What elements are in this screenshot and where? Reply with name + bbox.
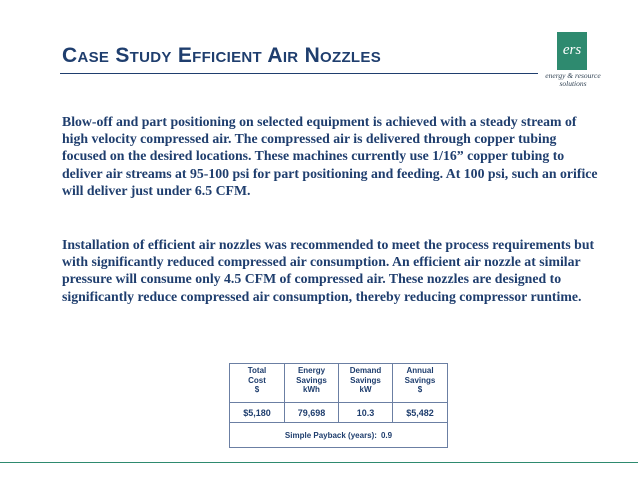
header-text: Annual <box>406 366 434 375</box>
payback-value: 0.9 <box>380 431 393 440</box>
header-text: Energy <box>297 366 326 375</box>
header-total-cost <box>230 364 284 402</box>
simple-payback-row <box>230 422 447 448</box>
header-text: Demand <box>349 366 382 375</box>
header-text: Cost <box>248 375 266 385</box>
header-annual-savings <box>392 364 447 402</box>
paragraph-background: Blow-off and part positioning on selected equipment is achieved with a steady stream of high velocity compressed air. The compressed air is delivered through copper tubing focused on the desired locations. These machines currently use 1/16” copper tubing to deliver air streams at 95-100 psi for part positioning and feeding. At 100 psi, such an orifice will deliver just under 6.5 CFM. <box>62 114 598 198</box>
logo-line-1: energy & resource <box>545 71 601 80</box>
table-value-row <box>230 402 447 423</box>
header-demand-savings <box>338 364 392 402</box>
logo-line-2: solutions <box>559 79 587 88</box>
value-total-cost: $5,180 <box>243 408 271 418</box>
header-text: Savings <box>350 375 381 385</box>
paragraph-recommendation: Installation of efficient air nozzles was recommended to meet the process requirements but with significantly reduced compressed air consumption. An efficient air nozzle at similar pressure will consume only 4.5 CFM of compressed air. These nozzles are designed to significantly reduce compressed air consumption, thereby reducing compressor runtime. <box>62 237 595 304</box>
header-text: Savings <box>296 375 327 385</box>
logo-mark: ers <box>557 32 587 70</box>
results-table <box>229 363 448 448</box>
table-header-row <box>230 364 447 402</box>
header-unit: $ <box>417 385 423 394</box>
value-demand-savings: 10.3 <box>338 403 392 423</box>
logo-tagline <box>541 72 605 88</box>
title-underline <box>60 73 538 74</box>
payback-label: Simple Payback (years): <box>284 431 377 440</box>
header-energy-savings <box>284 364 338 402</box>
footer-divider <box>0 462 638 463</box>
header-unit: kW <box>359 385 372 394</box>
slide-title: Case Study Efficient Air Nozzles <box>62 44 382 67</box>
header-unit: kWh <box>303 385 320 394</box>
value-energy-savings: 79,698 <box>284 403 338 423</box>
header-unit: $ <box>254 385 260 394</box>
ers-logo <box>541 32 605 92</box>
header-text: Savings <box>404 375 436 385</box>
header-text: Total <box>247 366 267 375</box>
value-annual-savings: $5,482 <box>392 403 447 423</box>
